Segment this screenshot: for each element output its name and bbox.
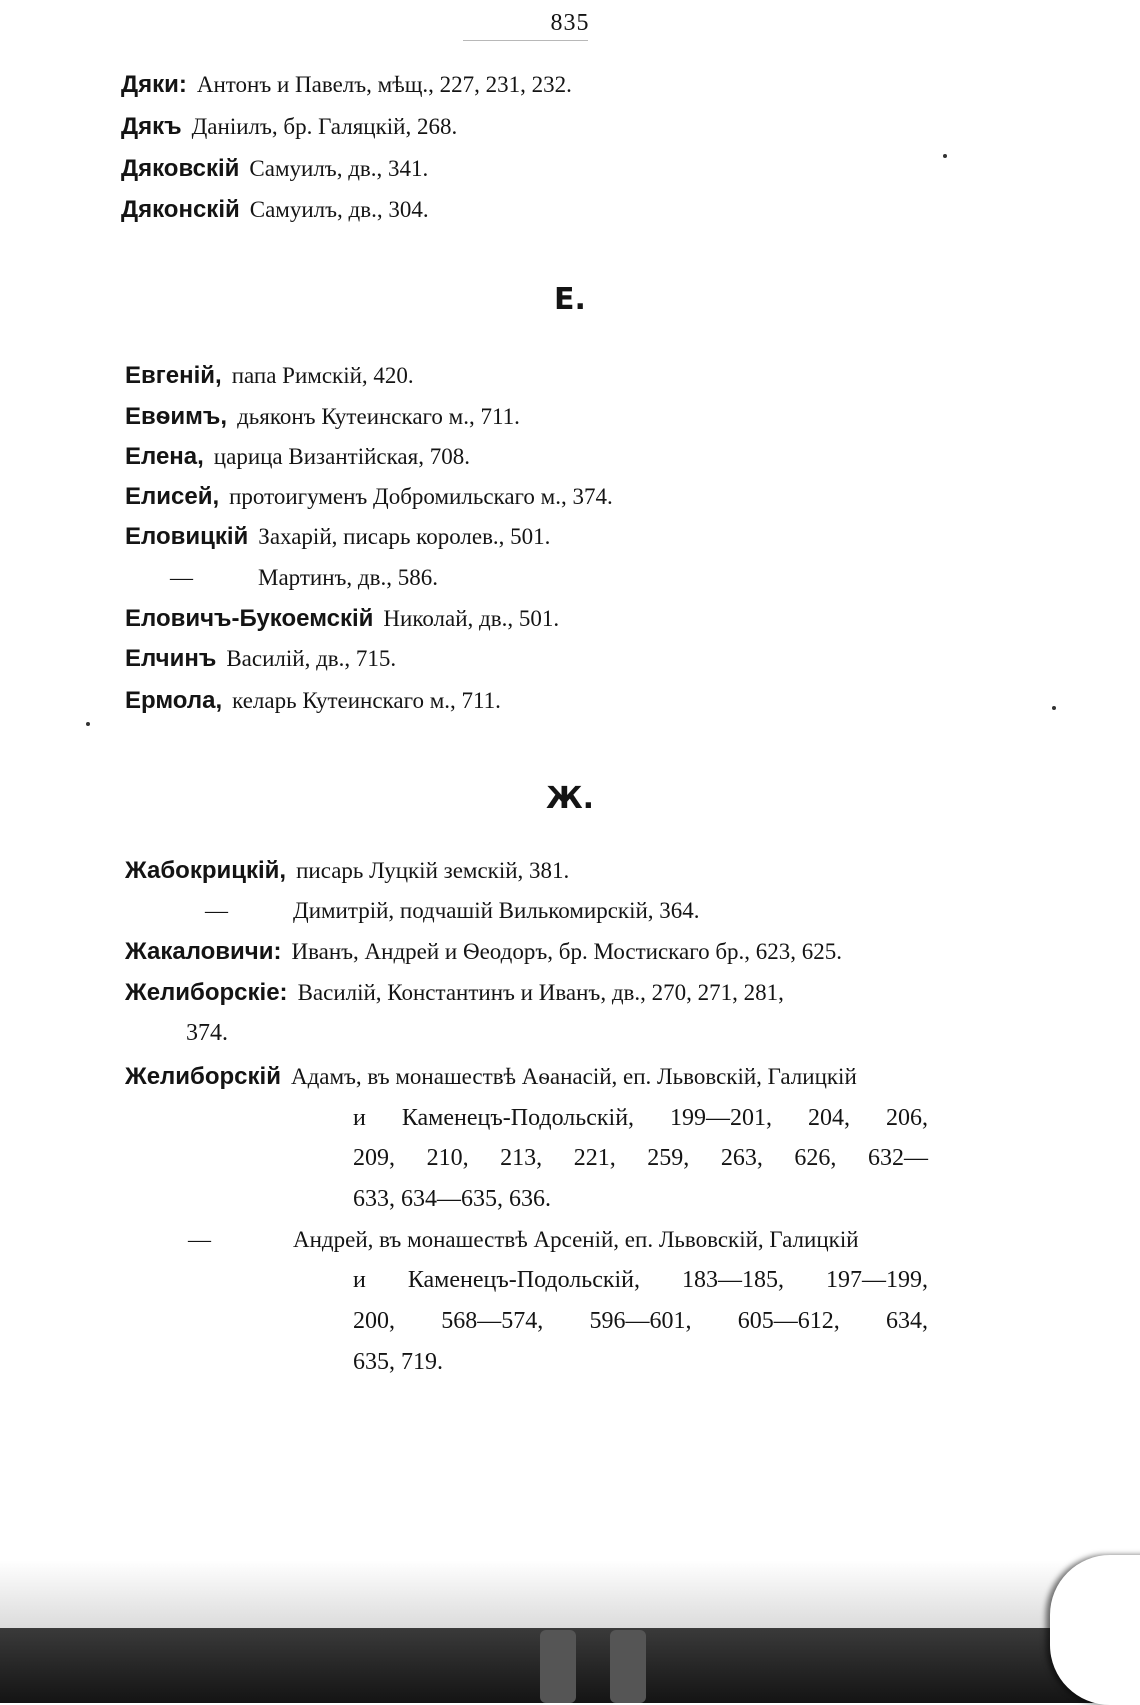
entry-headword: Еловицкій xyxy=(125,523,249,550)
entry-headword: Жакаловичи: xyxy=(125,938,282,965)
entry-headword: Елисей, xyxy=(125,483,220,510)
index-entry xyxy=(121,154,428,184)
scan-speck xyxy=(86,722,90,726)
entry-text: Андрей, въ монашествѣ Арсеній, еп. Львовскій, Галицкій xyxy=(293,1227,859,1252)
entry-text: папа Римскій, 420. xyxy=(231,363,414,388)
index-entry xyxy=(125,686,501,716)
entry-continuation: 635, 719. xyxy=(353,1349,443,1375)
page-number: 835 xyxy=(550,10,590,36)
entry-headword: Елчинъ xyxy=(125,645,217,672)
entry-headword: Желиборскіе: xyxy=(125,979,288,1006)
entry-headword: Елена, xyxy=(125,443,204,470)
entry-continuation: 633, 634—635, 636. xyxy=(353,1186,551,1212)
entry-text: Захарій, писарь королев., 501. xyxy=(258,524,551,549)
entry-text: келарь Кутеинскаго м., 711. xyxy=(232,688,501,713)
entry-text: Василій, Константинъ и Иванъ, дв., 270, 271, 281, xyxy=(297,980,784,1005)
entry-text: Самуилъ, дв., 341. xyxy=(249,156,429,181)
entry-continuation: и Каменецъ-Подольскій, 183—185, 197—199, xyxy=(353,1267,928,1293)
entry-text: царица Византійская, 708. xyxy=(213,444,470,469)
entry-headword: Дяконскій xyxy=(121,196,240,223)
entry-text: писарь Луцкій земскій, 381. xyxy=(296,858,570,883)
index-entry xyxy=(125,1062,857,1092)
entry-headword: Ермола, xyxy=(125,687,223,714)
entry-headword: Дякъ xyxy=(121,113,182,140)
index-subentry xyxy=(188,1225,859,1255)
entry-headword: Евгеній, xyxy=(125,362,222,389)
entry-headword: Желиборскій xyxy=(125,1063,281,1090)
entry-headword: Дяки: xyxy=(121,71,187,98)
entry-text: Самуилъ, дв., 304. xyxy=(249,197,429,222)
entry-headword: Еловичъ-Букоемскій xyxy=(125,605,374,632)
index-entry xyxy=(125,361,414,391)
entry-continuation: 200, 568—574, 596—601, 605—612, 634, xyxy=(353,1308,928,1334)
entry-headword: Жабокрицкій, xyxy=(125,857,287,884)
entry-continuation: 209, 210, 213, 221, 259, 263, 626, 632— xyxy=(353,1145,928,1171)
entry-text: Иванъ, Андрей и Ѳеодоръ, бр. Мостискаго бр., 623, 625. xyxy=(291,939,843,964)
entry-text: Антонъ и Павелъ, мѣщ., 227, 231, 232. xyxy=(196,72,572,97)
index-entry xyxy=(121,195,429,225)
scan-speck xyxy=(943,154,947,158)
entry-text: Даніилъ, бр. Галяцкій, 268. xyxy=(191,114,458,139)
page-number-rule xyxy=(463,40,588,41)
index-entry xyxy=(125,522,550,552)
index-entry xyxy=(121,70,572,100)
index-entry xyxy=(125,604,559,634)
ditto-dash: — xyxy=(170,565,193,590)
page-edge-curl xyxy=(1050,1555,1140,1705)
section-letter-zh: Ж. xyxy=(545,781,595,816)
scan-speck xyxy=(1052,706,1056,710)
binding-clip xyxy=(610,1630,646,1703)
index-entry xyxy=(125,856,569,886)
entry-text: Мартинъ, дв., 586. xyxy=(258,565,438,590)
index-entry xyxy=(125,644,396,674)
index-entry xyxy=(125,978,784,1008)
index-subentry xyxy=(170,563,438,593)
entry-headword: Евѳимъ, xyxy=(125,403,228,430)
entry-text: дьяконъ Кутеинскаго м., 711. xyxy=(237,404,520,429)
entry-text: Николай, дв., 501. xyxy=(383,606,560,631)
binding-clip xyxy=(540,1630,576,1703)
index-subentry xyxy=(205,896,700,926)
entry-continuation: 374. xyxy=(186,1020,228,1046)
entry-text: Адамъ, въ монашествѣ Аѳанасій, еп. Львовскій, Галицкій xyxy=(290,1064,857,1089)
entry-text: Василій, дв., 715. xyxy=(226,646,397,671)
ditto-dash: — xyxy=(188,1227,211,1252)
index-entry xyxy=(121,112,457,142)
entry-text: Димитрій, подчашій Вилькомирскій, 364. xyxy=(293,898,700,923)
entry-text: протоигуменъ Добромильскаго м., 374. xyxy=(229,484,613,509)
index-entry xyxy=(125,402,520,432)
ditto-dash: — xyxy=(205,898,228,923)
index-entry xyxy=(125,482,613,512)
section-letter-e: Е. xyxy=(554,282,586,317)
index-entry xyxy=(125,937,842,967)
page-bottom-shadow xyxy=(0,1560,1140,1630)
index-entry xyxy=(125,442,470,472)
entry-headword: Дяковскій xyxy=(121,155,240,182)
entry-continuation: и Каменецъ-Подольскій, 199—201, 204, 206, xyxy=(353,1105,928,1131)
